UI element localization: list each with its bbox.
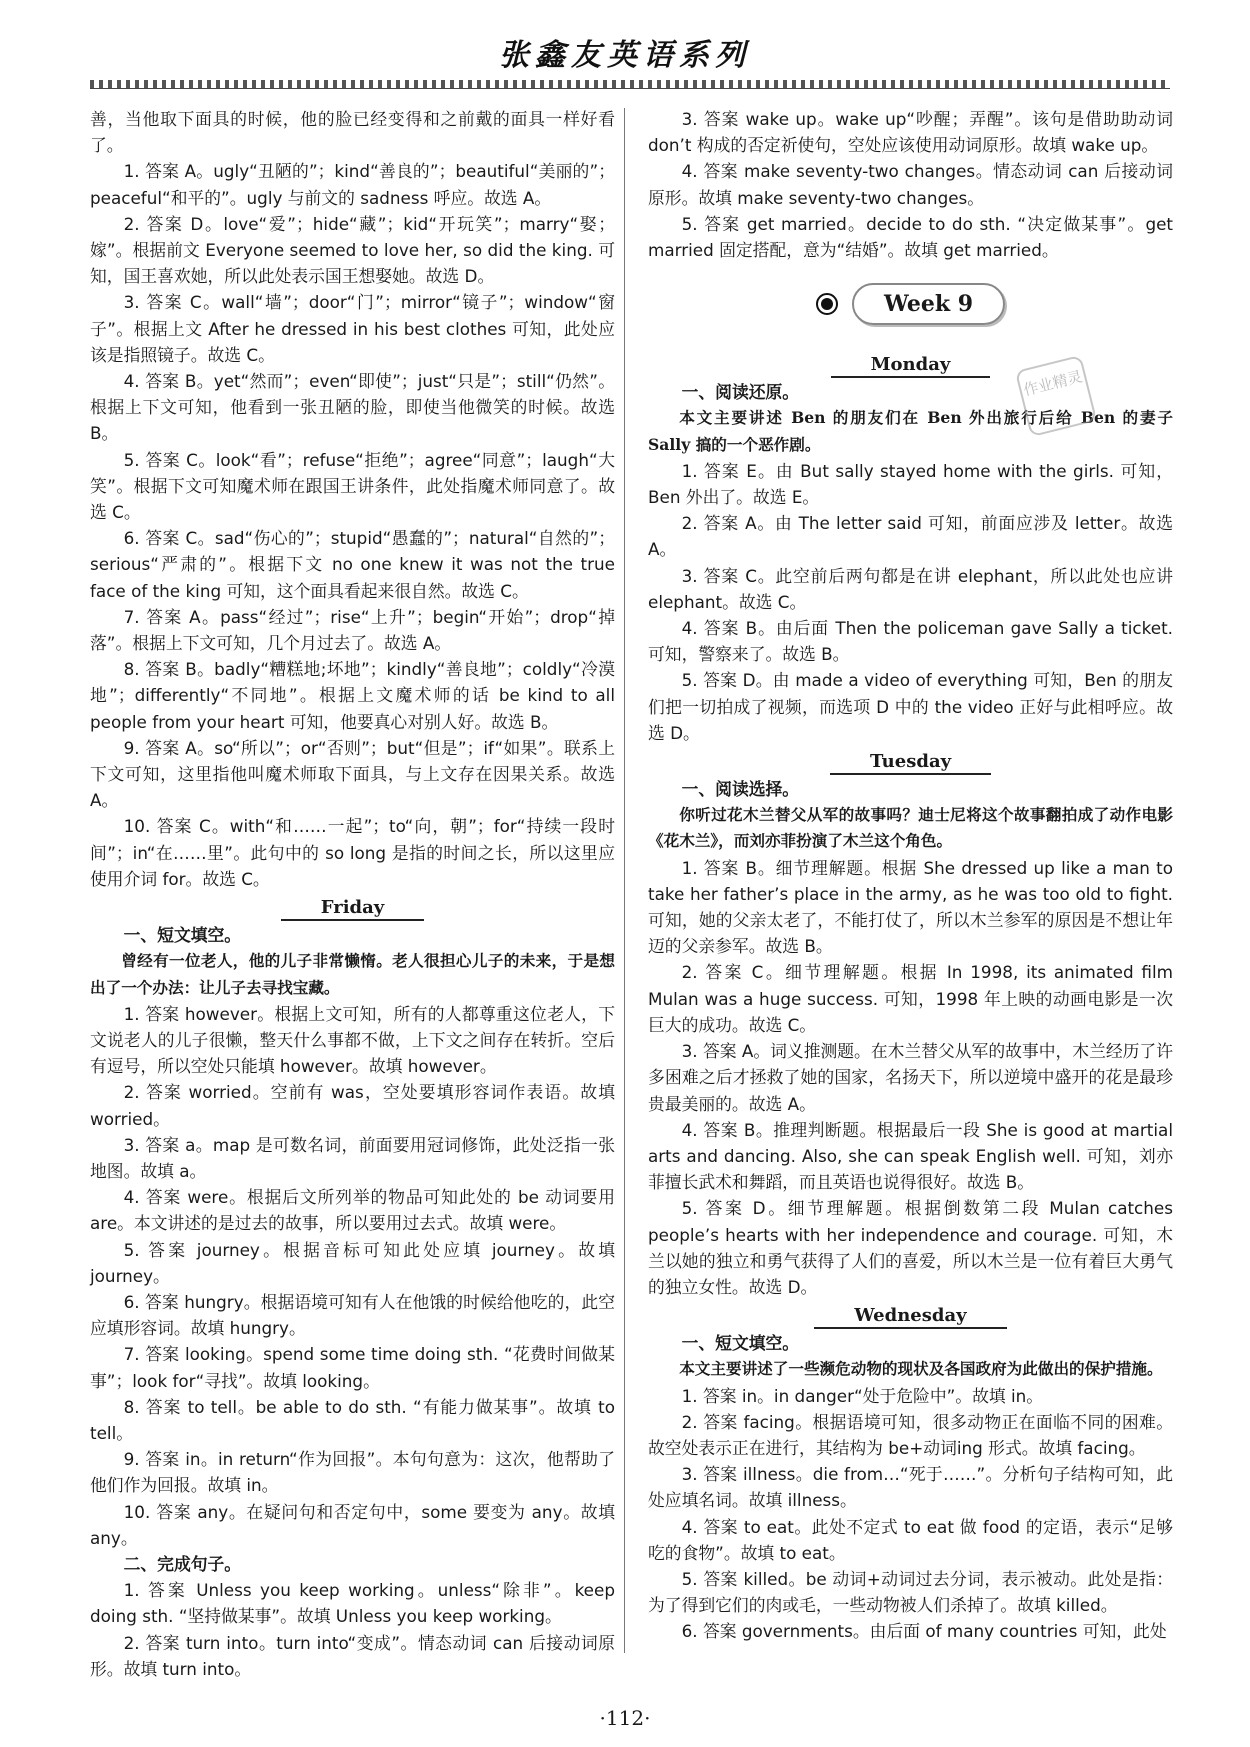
day-label: Monday bbox=[831, 354, 991, 378]
section-heading: 一、短文填空。 bbox=[123, 925, 242, 946]
answer-item: 1. 答案 A。ugly“丑陋的”；kind“善良的”；beautiful“美丽的”；peaceful“和平的”。ugly 与前文的 sadness 呼应。故选 A。 bbox=[90, 161, 615, 208]
answer-item: 6. 答案 C。sad“伤心的”；stupid“愚蠢的”；natural“自然的”；serious“严肃的”。根据下文 no one knew it was not the true face of the king 可知，这个面具看起来很自然。故选 C。 bbox=[90, 528, 615, 601]
answer-item: 1. 答案 in。in danger“处于危险中”。故填 in。 bbox=[681, 1385, 1044, 1406]
answer-item: 9. 答案 in。in return“作为回报”。本句句意为：这次，他帮助了他们作为回报。故填 in。 bbox=[90, 1449, 615, 1496]
answer-item: 5. 答案 D。由 made a video of everything 可知，Ben 的朋友们把一切拍成了视频，而选项 D 中的 the video 正好与此相呼应。故选 D。 bbox=[648, 670, 1173, 743]
answer-item: 7. 答案 looking。spend some time doing sth. “花费时间做某事”；look for“寻找”。故填 looking。 bbox=[90, 1344, 615, 1391]
section-heading: 一、阅读还原。 bbox=[681, 382, 800, 403]
answer-item: 9. 答案 A。so“所以”；or“否则”；but“但是”；if“如果”。联系上下文可知，这里指他叫魔术师取下面具，与上文存在因果关系。故选 A。 bbox=[90, 737, 615, 811]
watermark-stamp: 作业精灵 bbox=[1015, 355, 1097, 437]
answer-item: 4. 答案 B。yet“然而”；even“即使”；just“只是”；still“仍然”。根据上下文可知，他看到一张丑陋的脸，即使当他微笑的时候。故选 B。 bbox=[90, 371, 615, 444]
answer-item: 1. 答案 B。细节理解题。根据 She dressed up like a man to take her father’s place in the army, as he was too old to fight. 可知，她的父亲太老了，不能打仗了，所以木兰参军的原因是不想让年迈的父亲参军。故选 B。 bbox=[648, 857, 1173, 957]
right-column bbox=[648, 106, 1173, 1645]
answer-item: 10. 答案 any。在疑问句和否定句中，some 要变为 any。故填 any。 bbox=[90, 1501, 615, 1548]
day-heading-wednesday bbox=[648, 1302, 1173, 1330]
answer-item: 1. 答案 Unless you keep working。unless“除非”。keep doing sth. “坚持做某事”。故填 Unless you keep working。 bbox=[90, 1580, 615, 1627]
day-label: Wednesday bbox=[814, 1305, 1006, 1329]
answer-item: 3. 答案 C。wall“墙”；door“门”；mirror“镜子”；window“窗子”。根据上文 After he dressed in his best clothes 可知，此处应该是指照镜子。故选 C。 bbox=[90, 292, 615, 365]
left-column bbox=[90, 106, 615, 1682]
answer-item: 3. 答案 a。map 是可数名词，前面要用冠词修饰，此处泛指一张地图。故填 a。 bbox=[90, 1134, 615, 1181]
answer-item: 2. 答案 D。love“爱”；hide“藏”；kid“开玩笑”；marry“娶；嫁”。根据前文 Everyone seemed to love her, so did the king. 可知，国王喜欢她，所以此处表示国王想娶她。故选 D。 bbox=[90, 213, 615, 287]
day-heading-friday bbox=[90, 894, 615, 922]
day-heading-monday bbox=[648, 351, 1173, 379]
answer-item: 5. 答案 killed。be 动词+动词过去分词，表示被动。此处是指：为了得到它们的肉或毛，一些动物被人们杀掉了。故填 killed。 bbox=[648, 1568, 1173, 1616]
week-heading bbox=[648, 283, 1173, 337]
answer-item: 3. 答案 wake up。wake up“吵醒；弄醒”。该句是借助助动词 don’t 构成的否定祈使句，空处应该使用动词原形。故填 wake up。 bbox=[648, 109, 1173, 156]
answer-item: 5. 答案 C。look“看”；refuse“拒绝”；agree“同意”；laugh“大笑”。根据下文可知魔术师在跟国王讲条件，此处指魔术师同意了。故选 C。 bbox=[90, 449, 615, 523]
answer-item: 4. 答案 B。由后面 Then the policeman gave Sally a ticket. 可知，警察来了。故选 B。 bbox=[648, 618, 1173, 665]
day-label: Friday bbox=[281, 897, 425, 921]
answer-item: 6. 答案 governments。由后面 of many countries 可知，此处 bbox=[681, 1621, 1167, 1642]
section-heading: 一、短文填空。 bbox=[681, 1333, 800, 1354]
answer-item: 8. 答案 to tell。be able to do sth. “有能力做某事”。故填 to tell。 bbox=[90, 1396, 615, 1443]
passage-summary: 本文主要讲述 Ben 的朋友们在 Ben 外出旅行后给 Ben 的妻子 Sally 搞的一个恶作剧。 bbox=[648, 408, 1173, 454]
answer-item: 2. 答案 worried。空前有 was，空处要填形容词作表语。故填 worried。 bbox=[90, 1082, 615, 1129]
section-heading: 一、阅读选择。 bbox=[681, 779, 800, 800]
answer-item: 6. 答案 hungry。根据语境可知有人在他饿的时候给他吃的，此空应填形容词。故填 hungry。 bbox=[90, 1291, 615, 1339]
week-badge bbox=[816, 283, 1005, 325]
answer-item: 2. 答案 C。细节理解题。根据 In 1998, its animated film Mulan was a huge success. 可知，1998 年上映的动画电影是一次巨大的成功。故选 C。 bbox=[648, 962, 1173, 1035]
answer-item: 1. 答案 however。根据上文可知，所有的人都尊重这位老人，下文说老人的儿子很懒，整天什么事都不做，上下文之间存在转折。空后有逗号，所以空处只能填 however。故填 however。 bbox=[90, 1003, 615, 1077]
answer-item: 10. 答案 C。with“和……一起”；to“向，朝”；for“持续一段时间”；in“在……里”。此句中的 so long 是指的时间之长，所以这里应使用介词 for。故选 C。 bbox=[90, 816, 615, 889]
answer-item: 7. 答案 A。pass“经过”；rise“上升”；begin“开始”；drop“掉落”。根据上下文可知，几个月过去了。故选 A。 bbox=[90, 606, 615, 654]
answer-item: 3. 答案 C。此空前后两句都是在讲 elephant，所以此处也应讲 elephant。故选 C。 bbox=[648, 565, 1173, 612]
answer-item: 5. 答案 get married。decide to do sth. “决定做某事”。get married 固定搭配，意为“结婚”。故填 get married。 bbox=[648, 213, 1173, 261]
day-heading-tuesday bbox=[648, 748, 1173, 776]
answer-item: 8. 答案 B。badly“糟糕地;坏地”；kindly“善良地”；coldly“冷漠地”；differently“不同地”。根据上文魔术师的话 be kind to all people from your heart 可知，他要真心对别人好。故选 B。 bbox=[90, 659, 615, 732]
answer-item: 4. 答案 B。推理判断题。根据最后一段 She is good at martial arts and dancing. Also, she can speak English well. 可知，刘亦菲擅长武术和舞蹈，而且英语也说得很好。故选 B。 bbox=[648, 1119, 1173, 1193]
answer-item: 4. 答案 make seventy-two changes。情态动词 can 后接动词原形。故填 make seventy-two changes。 bbox=[648, 161, 1173, 208]
answer-item: 1. 答案 E。由 But sally stayed home with the girls. 可知，Ben 外出了。故选 E。 bbox=[648, 460, 1173, 508]
passage-summary: 曾经有一位老人，他的儿子非常懒惰。老人很担心儿子的未来，于是想出了一个办法：让儿子去寻找宝藏。 bbox=[90, 951, 615, 997]
series-title: 张鑫友英语系列 bbox=[499, 38, 751, 73]
passage-summary: 你听过花木兰替父从军的故事吗？迪士尼将这个故事翻拍成了动作电影《花木兰》，而刘亦菲扮演了木兰这个角色。 bbox=[648, 805, 1173, 851]
section-heading: 二、完成句子。 bbox=[123, 1553, 242, 1574]
intro-continuation: 善，当他取下面具的时候，他的脸已经变得和之前戴的面具一样好看了。 bbox=[90, 109, 615, 156]
answer-item: 2. 答案 facing。根据语境可知，很多动物正在面临不同的困难。故空处表示正在进行，其结构为 be+动词ing 形式。故填 facing。 bbox=[648, 1411, 1173, 1458]
page-number: ·112· bbox=[599, 1706, 651, 1730]
answer-item: 5. 答案 journey。根据音标可知此处应填 journey。故填 journey。 bbox=[90, 1239, 615, 1286]
bullet-icon bbox=[816, 293, 838, 315]
answer-item: 3. 答案 illness。die from…“死于……”。分析句子结构可知，此处应填名词。故填 illness。 bbox=[648, 1464, 1173, 1511]
answer-item: 4. 答案 to eat。此处不定式 to eat 做 food 的定语，表示“足够吃的食物”。故填 to eat。 bbox=[648, 1516, 1173, 1563]
answer-item: 5. 答案 D。细节理解题。根据倒数第二段 Mulan catches people’s hearts with her independence and courage. 可知，木兰以她的独立和勇气获得了人们的喜爱，所以木兰是一位有着巨大勇气的独立女性。故选 D。 bbox=[648, 1198, 1173, 1297]
answer-item: 3. 答案 A。词义推测题。在木兰替父从军的故事中，木兰经历了许多困难之后才拯救了她的国家，名扬天下，所以逆境中盛开的花是最珍贵最美丽的。故选 A。 bbox=[648, 1041, 1173, 1114]
header-divider bbox=[90, 80, 1170, 89]
column-divider bbox=[624, 108, 625, 1653]
answer-item: 4. 答案 were。根据后文所列举的物品可知此处的 be 动词要用 are。本文讲述的是过去的故事，所以要用过去式。故填 were。 bbox=[90, 1187, 615, 1234]
answer-item: 2. 答案 turn into。turn into“变成”。情态动词 can 后接动词原形。故填 turn into。 bbox=[90, 1632, 615, 1679]
answer-item: 2. 答案 A。由 The letter said 可知，前面应涉及 letter。故选 A。 bbox=[648, 513, 1173, 560]
day-label: Tuesday bbox=[830, 751, 991, 775]
week-label: Week 9 bbox=[852, 283, 1005, 325]
passage-summary: 本文主要讲述了一些濒危动物的现状及各国政府为此做出的保护措施。 bbox=[679, 1359, 1163, 1379]
